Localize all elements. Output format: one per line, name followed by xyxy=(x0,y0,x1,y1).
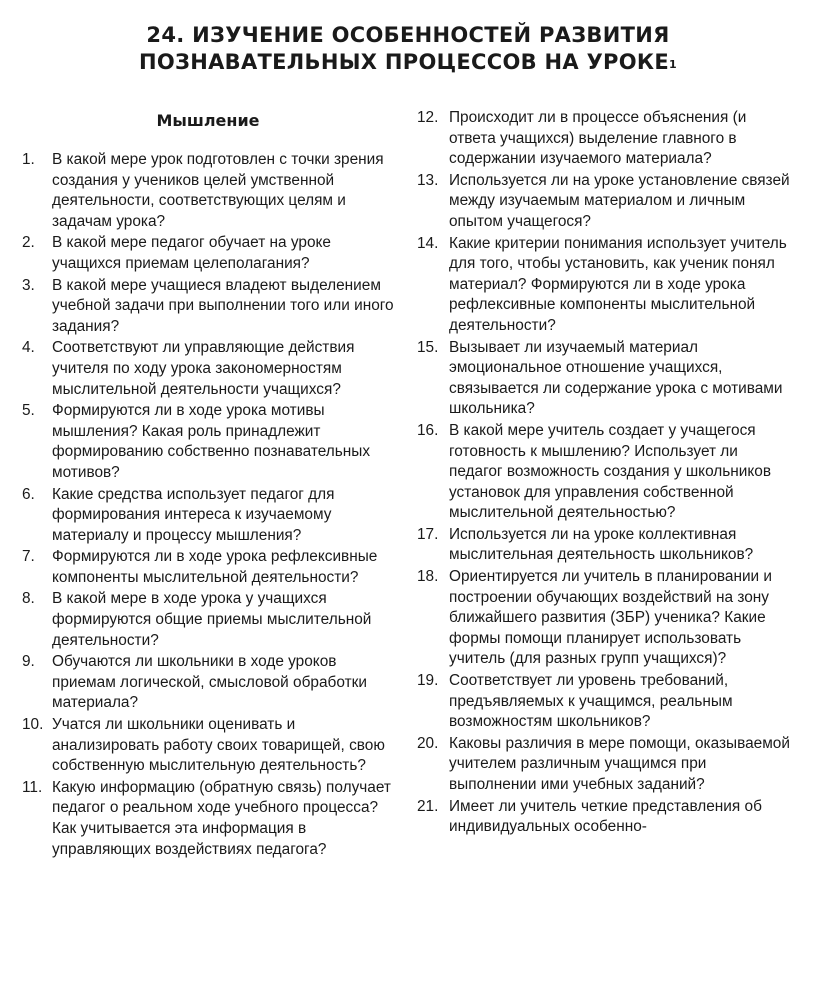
question-text: Обучаются ли школьники в ходе уроков приемам логической, смысловой обработки материала? xyxy=(52,653,367,712)
question-text: Соответствует ли уровень требований, предъявляемых к учащимся, реальным возможностям школьников? xyxy=(449,672,733,731)
question-list-right xyxy=(417,108,795,838)
question-number: 20. xyxy=(417,734,439,752)
question-text: Соответствуют ли управляющие действия учителя по ходу урока закономерностям мыслительной деятельности учащихся? xyxy=(52,339,355,398)
question-number: 7. xyxy=(22,548,35,566)
question-number: 14. xyxy=(417,234,439,252)
question-item xyxy=(417,108,795,170)
question-item xyxy=(417,421,795,524)
question-text: Используется ли на уроке установление связей между изучаемым материалом и личным опытом учащегося? xyxy=(449,171,790,230)
question-number: 19. xyxy=(417,672,439,690)
question-number: 15. xyxy=(417,338,439,356)
question-item xyxy=(22,778,394,860)
question-number: 2. xyxy=(22,234,35,252)
question-number: 1. xyxy=(22,151,35,168)
question-item xyxy=(22,715,394,777)
question-text: В какой мере учащиеся владеют выделением учебной задачи при выполнении того или иного задания? xyxy=(52,276,394,335)
right-column xyxy=(417,108,795,839)
question-item xyxy=(22,276,394,338)
question-item xyxy=(22,338,394,400)
question-item xyxy=(22,233,394,274)
question-text: В какой мере учитель создает у учащегося готовность к мышлению? Использует ли педагог возможность создания у школьников установок для управления собственной мыслительной деятельностью? xyxy=(449,421,772,522)
question-item xyxy=(417,734,795,796)
question-item xyxy=(22,485,394,547)
title-line-2-text: ПОЗНАВАТЕЛЬНЫХ ПРОЦЕССОВ НА УРОКЕ xyxy=(139,50,670,74)
question-number: 10. xyxy=(22,716,44,734)
question-item xyxy=(22,547,394,588)
question-list-left xyxy=(22,150,394,860)
question-item xyxy=(417,671,795,733)
question-text: Какую информацию (обратную связь) получает педагог о реальном ходе учебного процесса? Как учитывается эта информация в управляющих воздействиях педагога? xyxy=(52,778,391,858)
question-number: 16. xyxy=(417,421,439,439)
question-number: 3. xyxy=(22,276,35,294)
page-title xyxy=(0,22,816,76)
question-number: 9. xyxy=(22,653,35,671)
question-item xyxy=(22,652,394,714)
question-text: Используется ли на уроке коллективная мыслительная деятельность школьников? xyxy=(449,525,754,564)
question-number: 13. xyxy=(417,171,439,189)
question-number: 11. xyxy=(22,778,43,796)
question-text: Происходит ли в процессе объяснения (и ответа учащихся) выделение главного в содержании изучаемого материала? xyxy=(449,109,747,168)
question-text: Какие критерии понимания использует учитель для того, чтобы установить, как ученик понял материал? Формируются ли в ходе урока рефлексивные компоненты мыслительной деятельности? xyxy=(449,234,787,334)
question-item xyxy=(417,338,795,420)
question-text: Учатся ли школьники оценивать и анализировать работу своих товарищей, свою собственную мыслительную деятельность? xyxy=(52,716,385,775)
question-item xyxy=(417,567,795,670)
question-number: 4. xyxy=(22,339,35,357)
question-text: Ориентируется ли учитель в планировании и построении обучающих воздействий на зону ближайшего развития (ЗБР) ученика? Какие формы помощи планирует использовать учитель (для разных групп учащихся)? xyxy=(449,568,773,668)
question-number: 5. xyxy=(22,402,35,420)
question-text: Какие средства использует педагог для формирования интереса к изучаемому материалу и процессу мышления? xyxy=(52,485,335,544)
title-line-2 xyxy=(0,49,816,76)
question-text: Формируются ли в ходе урока мотивы мышления? Какая роль принадлежит формированию собственно познавательных мотивов? xyxy=(52,402,371,481)
question-item xyxy=(417,171,795,233)
question-text: В какой мере урок подготовлен с точки зрения создания у учеников целей умственной деятельности, соответствующих целям и задачам урока? xyxy=(52,151,384,230)
question-item xyxy=(22,589,394,651)
question-item xyxy=(22,150,394,232)
question-text: Формируются ли в ходе урока рефлексивные компоненты мыслительной деятельности? xyxy=(52,548,378,586)
section-heading: Мышление xyxy=(156,111,260,130)
question-text: Каковы различия в мере помощи, оказываемой учителем различным учащимся при выполнении ими учебных заданий? xyxy=(449,734,790,793)
question-text: Имеет ли учитель четкие представления об индивидуальных особенно- xyxy=(449,797,762,836)
question-number: 18. xyxy=(417,568,439,586)
question-number: 12. xyxy=(417,109,439,126)
question-text: В какой мере педагог обучает на уроке учащихся приемам целеполагания? xyxy=(52,234,331,272)
left-column xyxy=(22,106,394,861)
question-number: 21. xyxy=(417,797,439,815)
question-number: 17. xyxy=(417,525,439,543)
question-item xyxy=(417,525,795,566)
title-line-1: 24. ИЗУЧЕНИЕ ОСОБЕННОСТЕЙ РАЗВИТИЯ xyxy=(146,23,670,47)
question-item xyxy=(417,797,795,838)
question-item xyxy=(22,401,394,483)
question-item xyxy=(417,234,795,337)
title-footnote-mark: 1 xyxy=(669,58,677,71)
question-text: В какой мере в ходе урока у учащихся формируются общие приемы мыслительной деятельности? xyxy=(52,590,372,649)
question-number: 6. xyxy=(22,485,35,503)
question-number: 8. xyxy=(22,590,35,608)
question-text: Вызывает ли изучаемый материал эмоциональное отношение учащихся, связывается ли содержание урока с мотивами школьника? xyxy=(449,338,783,418)
